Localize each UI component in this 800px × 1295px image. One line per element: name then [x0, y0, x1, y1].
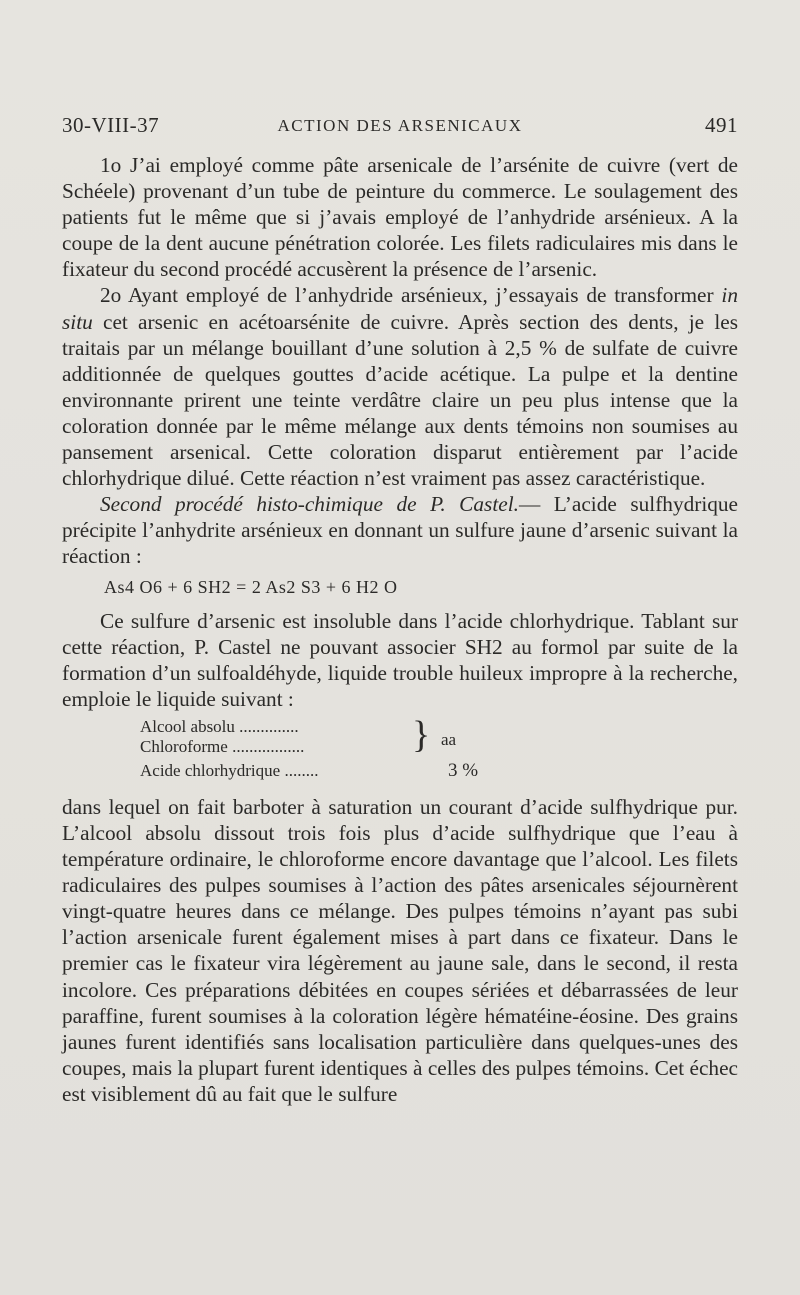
running-header	[62, 113, 738, 143]
body-text	[62, 152, 738, 1107]
paragraph-3-text: — L’acide sulfhydrique précipite l’anhydrite arsénieux en donnant un sulfure jaune d’arsenic suivant la réaction :	[62, 492, 738, 569]
paragraph-2-end: cet arsenic en acétoarsénite de cuivre. Après section des dents, je les traitais par un mélange bouillant d’une solution à 2,5 % de sulfate de cuivre additionnée de quelques gouttes d’acide acétique. La pulpe et la dentine environnante prirent une teinte verdâtre claire un peu plus intense que la coloration donnée par le même mélange aux dents témoins non soumises au pansement arsenical. Cette coloration disparut entièrement par l’acide chlorhydrique dilué. Cette réaction n’est vraiment pas assez caractéristique.	[62, 309, 738, 491]
paragraph-1: 1o J’ai employé comme pâte arsenicale de l’arsénite de cuivre (vert de Schéele) provenant d’un tube de peinture du commerce. Le soulagement des patients fut le même que si j’avais employé de l’anhydride arsénieux. A la coupe de la dent aucune pénétration colorée. Les filets radiculaires mis dans le fixateur du second procédé accusèrent la présence de l’arsenic.	[62, 153, 738, 282]
brace-symbol: }	[412, 713, 431, 756]
paragraph-2-start: 2o Ayant employé de l’anhydride arsénieux, j’essayais de transformer	[100, 283, 722, 308]
paragraph-3	[62, 491, 738, 569]
page-number: 491	[705, 113, 738, 137]
paragraph-2-italic: in situ	[62, 283, 738, 334]
paragraph-5: dans lequel on fait barboter à saturation un courant d’acide sulfhydrique pur. L’alcool absolu dissout trois fois plus d’acide sulfhydrique que l’eau à température ordinaire, le chloroforme encore davantage que l’alcool. Les filets radiculaires des pulpes soumises à l’action des pâtes arsenicales séjournèrent vingt-quatre heures dans ce mélange. Des pulpes témoins n’ayant pas subi l’action arsenicale furent également mises à part dans ce fixateur. Dans le premier cas le fixateur vira légèrement au jaune sale, dans le second, il resta incolore. Ces préparations débitées en coupes sériées et débarrassées de leur paraffine, furent soumises à la coloration légère hématéine-éosine. Des grains jaunes furent identifiés sans localisation particulière dans quelques-unes des coupes, mais la plupart furent identiques à celles des pulpes témoins. Cet échec est visiblement dû au fait que le sulfure	[62, 794, 738, 1106]
chemical-formula: As4 O6 + 6 SH2 = 2 As2 S3 + 6 H2 O	[104, 576, 398, 597]
reagent-percent: 3 %	[448, 759, 479, 781]
reagent-acide: Acide chlorhydrique ........	[140, 760, 319, 780]
reagent-alcool: Alcool absolu ..............	[140, 716, 299, 736]
paragraph-2	[62, 282, 738, 491]
reagent-chloroforme: Chloroforme .................	[140, 736, 305, 756]
header-date: 30-VIII-37	[62, 113, 160, 137]
reagent-aa: aa	[441, 729, 457, 749]
reagent-list	[62, 714, 738, 788]
paragraph-4: Ce sulfure d’arsenic est insoluble dans l’acide chlorhydrique. Tablant sur cette réaction, P. Castel ne pouvant associer SH2 au formol par suite de la formation d’un sulfoaldéhyde, liquide trouble huileux impropre à la recherche, emploie le liquide suivant :	[62, 608, 738, 711]
header-title: ACTION DES ARSENICAUX	[277, 116, 523, 135]
paragraph-3-heading: Second procédé histo-chimique de P. Castel.	[100, 492, 519, 517]
